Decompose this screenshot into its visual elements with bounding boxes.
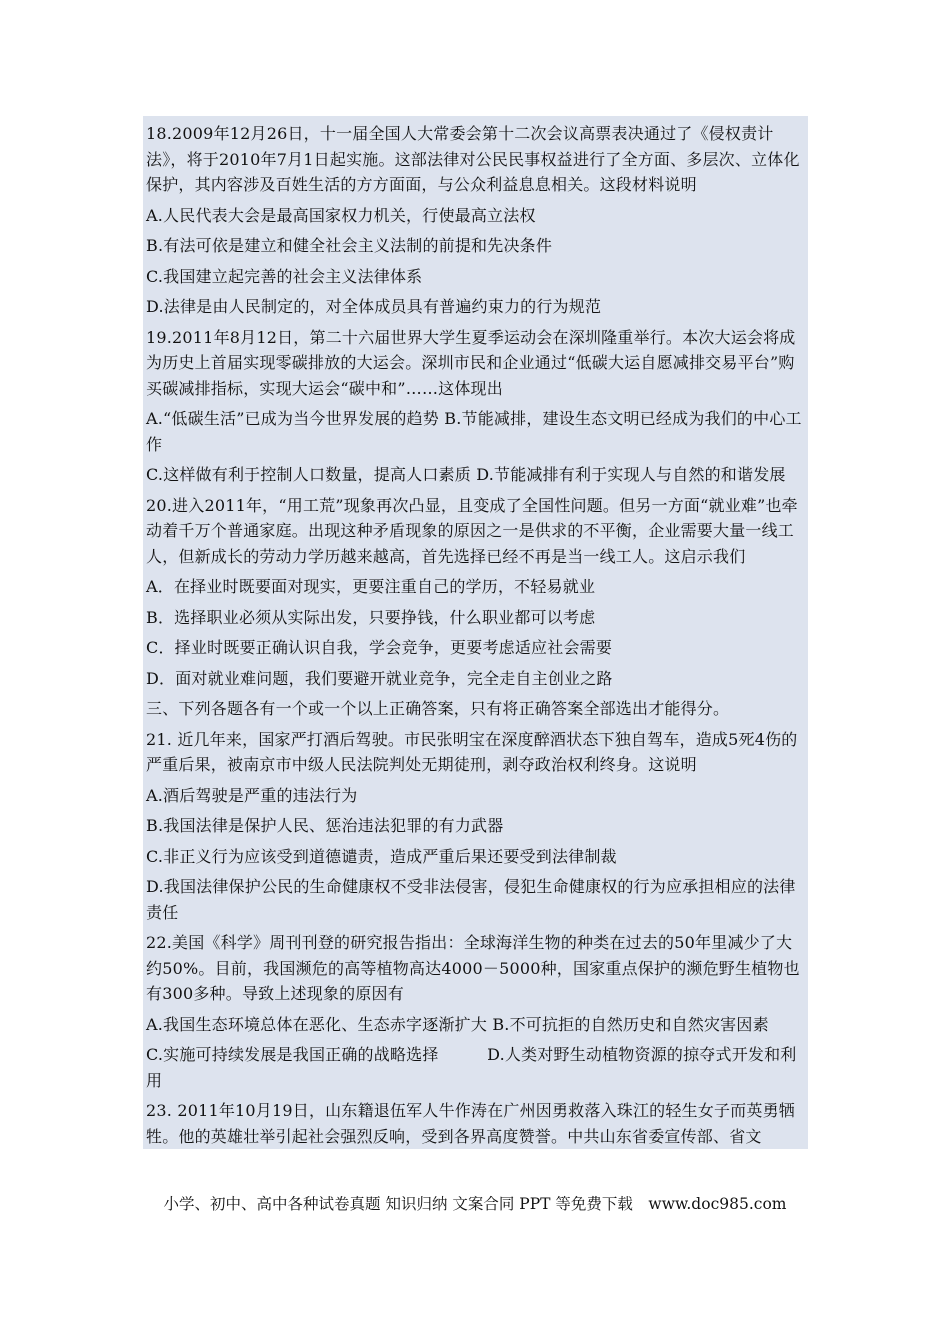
question-20-option-c: C．择业时既要正确认识自我，学会竞争，更要考虑适应社会需要 [146, 638, 613, 657]
question-19-stem: 19.2011年8月12日，第二十六届世界大学生夏季运动会在深圳隆重举行。本次大运会将成为历史上首届实现零碳排放的大运会。深圳市民和企业通过“低碳大运自愿减排交易平台”购买碳减排指标，实现大运会“碳中和”……这体现出 [146, 327, 796, 398]
page-footer: 小学、初中、高中各种试卷真题 知识归纳 文案合同 PPT 等免费下载 www.doc985.com [163, 1195, 787, 1213]
question-20-option-b: B．选择职业必须从实际出发，只要挣钱，什么职业都可以考虑 [146, 607, 596, 627]
question-18-option-c: C.我国建立起完善的社会主义法律体系 [146, 266, 423, 286]
question-20-option-a: A．在择业时既要面对现实，更要注重自己的学历，不轻易就业 [146, 577, 596, 596]
question-21-option-d: D.我国法律保护公民的生命健康权不受非法侵害，侵犯生命健康权的行为应承担相应的法律责任 [146, 877, 796, 922]
question-22-options-cd: C.实施可持续发展是我国正确的战略选择 D.人类对野生动植物资源的掠夺式开发和利用 [146, 1045, 797, 1090]
document-body [143, 116, 808, 1149]
question-21-option-a: A.酒后驾驶是严重的违法行为 [146, 785, 358, 805]
question-20-option-d: D．面对就业难问题，我们要避开就业竞争，完全走自主创业之路 [146, 668, 613, 688]
question-21-option-b: B.我国法律是保护人民、惩治违法犯罪的有力武器 [146, 816, 504, 835]
question-21-option-c: C.非正义行为应该受到道德谴责，造成严重后果还要受到法律制裁 [146, 846, 617, 866]
question-18-option-d: D.法律是由人民制定的，对全体成员具有普遍约束力的行为规范 [146, 297, 602, 316]
question-19-options-cd: C.这样做有利于控制人口数量，提高人口素质 D.节能减排有利于实现人与自然的和谐发展 [146, 465, 786, 484]
question-22-options-ab: A.我国生态环境总体在恶化、生态赤字逐渐扩大 B.不可抗拒的自然历史和自然灾害因素 [146, 1014, 769, 1034]
section-3-heading: 三、下列各题各有一个或一个以上正确答案，只有将正确答案全部选出才能得分。 [146, 699, 730, 718]
question-18-option-b: B.有法可依是建立和健全社会主义法制的前提和先决条件 [146, 236, 553, 255]
question-18-stem: 18.2009年12月26日，十一届全国人大常委会第十二次会议高票表决通过了《侵权责计法》，将于2010年7月1日起实施。这部法律对公民民事权益进行了全方面、多层次、立体化保护，其内容涉及百姓生活的方方面面，与公众利益息息相关。这段材料说明 [146, 124, 800, 194]
question-19-options-ab: A.“低碳生活”已成为当今世界发展的趋势 B.节能减排，建设生态文明已经成为我们的中心工作 [146, 409, 802, 454]
question-21-stem: 21. 近几年来，国家严打酒后驾驶。市民张明宝在深度醉酒状态下独自驾车，造成5死4伤的严重后果，被南京市中级人民法院判处无期徒刑，剥夺政治权利终身。这说明 [146, 729, 798, 774]
question-22-stem: 22.美国《科学》周刊刊登的研究报告指出：全球海洋生物的种类在过去的50年里减少了大约50%。目前，我国濒危的高等植物高达4000－5000种，国家重点保护的濒危野生植物也有300多种。导致上述现象的原因有 [146, 933, 800, 1003]
question-18-option-a: A.人民代表大会是最高国家权力机关，行使最高立法权 [146, 205, 536, 225]
question-23-stem: 23. 2011年10月19日，山东籍退伍军人牛作涛在广州因勇救落入珠江的轻生女子而英勇牺牲。他的英雄壮举引起社会强烈反响，受到各界高度赞誉。中共山东省委宣传部、省文 [146, 1101, 795, 1146]
question-20-stem: 20.进入2011年，“用工荒”现象再次凸显，且变成了全国性问题。但另一方面“就业难”也牵动着千万个普通家庭。出现这种矛盾现象的原因之一是供求的不平衡，企业需要大量一线工人，但新成长的劳动力学历越来越高，首先选择已经不再是当一线工人。这启示我们 [146, 495, 798, 566]
